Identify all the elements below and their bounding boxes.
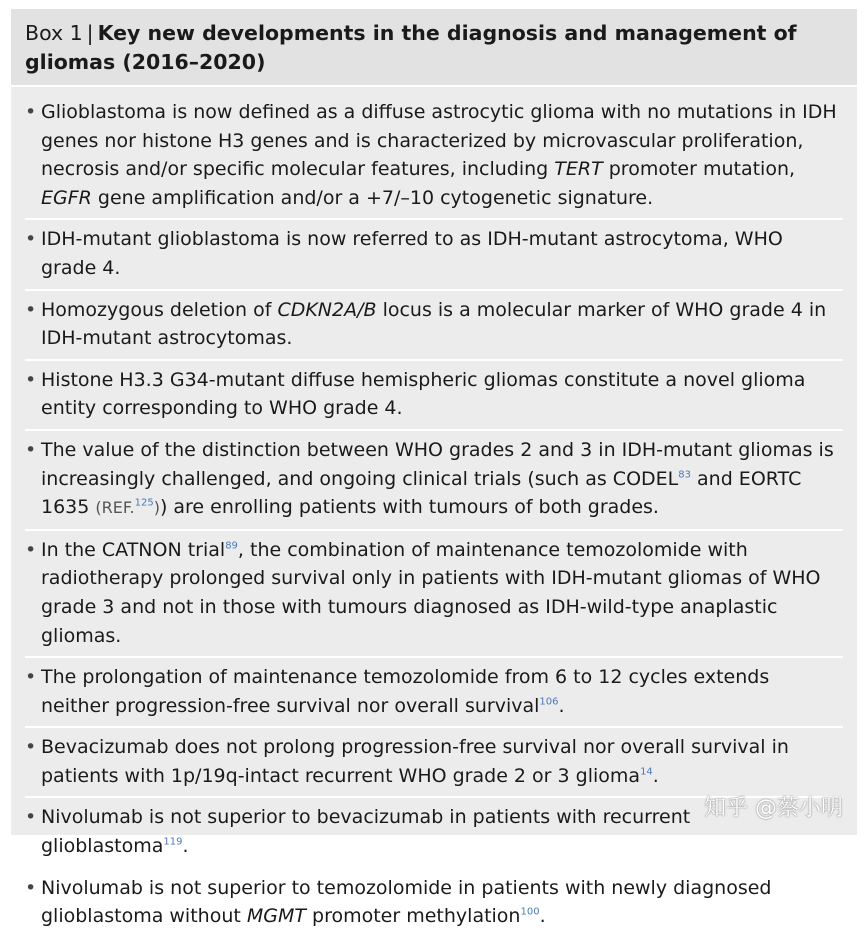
item-text: .: [558, 694, 565, 717]
watermark: 知乎 @蔡小明: [704, 796, 843, 821]
bullet-icon: [25, 663, 33, 692]
list-item: [25, 531, 843, 658]
item-text: Histone H3.3 G34-mutant diffuse hemispheric gliomas constitute a novel glioma entity corresponding to WHO grade 4.: [41, 368, 806, 420]
item-text: promoter mutation,: [602, 158, 796, 181]
ref-label-close: ): [153, 498, 160, 518]
gene-name: MGMT: [246, 905, 306, 928]
bullet-icon: [25, 536, 33, 565]
gene-name: TERT: [554, 158, 603, 181]
bullet-icon: [25, 436, 33, 465]
item-text: Nivolumab is not superior to temozolomide in patients with newly diagnosed glioblastoma without: [41, 876, 772, 928]
bullet-icon: [25, 366, 33, 395]
list-item: [25, 291, 843, 361]
item-text: The value of the distinction between WHO grades 2 and 3 in IDH-mutant gliomas is increasingly challenged, and ongoing clinical trials (such as CODEL: [41, 438, 834, 490]
ref-label: (REF.: [95, 498, 135, 518]
list-item: [25, 869, 843, 937]
list-item: [25, 361, 843, 431]
gene-name: EGFR: [41, 186, 92, 209]
bullet-icon: [25, 98, 33, 127]
reference-link[interactable]: 125: [134, 497, 154, 509]
list-item: [25, 658, 843, 728]
box-panel: [11, 9, 857, 928]
item-text: ) are enrolling patients with tumours of both grades.: [159, 496, 659, 519]
box-title: Key new developments in the diagnosis and management of gliomas (2016–2020): [25, 21, 797, 74]
list-item: [25, 431, 843, 531]
bullet-icon: [25, 874, 33, 903]
item-text: IDH-mutant glioblastoma is now referred to as IDH-mutant astrocytoma, WHO grade 4.: [41, 228, 783, 279]
list-item: [25, 728, 843, 798]
item-text: In the CATNON trial: [41, 538, 226, 561]
item-text: promoter methylation: [305, 905, 521, 928]
box-label: Box 1: [25, 21, 83, 45]
reference-link[interactable]: 89: [225, 540, 238, 552]
item-text: The prolongation of maintenance temozolomide from 6 to 12 cycles extends neither progression-free survival nor overall survival: [41, 666, 770, 717]
box-separator: |: [86, 21, 94, 45]
item-text: Homozygous deletion of: [41, 298, 278, 321]
box-header: [11, 9, 857, 85]
reference-link[interactable]: 83: [678, 469, 691, 481]
item-text: Bevacizumab does not prolong progression-free survival nor overall survival in patients with 1p/19q-intact recurrent WHO grade 2 or 3 glioma: [41, 736, 789, 787]
item-text: .: [539, 905, 546, 928]
gene-name: CDKN2A/B: [277, 298, 377, 321]
reference-link[interactable]: 14: [640, 766, 653, 778]
item-text: locus is a molecular marker of WHO grade 4 in IDH-mutant astrocytomas.: [41, 298, 827, 350]
item-text: gene amplification and/or a +7/–10 cytogenetic signature.: [91, 186, 654, 209]
reference-link[interactable]: 100: [520, 906, 540, 918]
bullet-icon: [25, 225, 33, 254]
list-item: [25, 220, 843, 290]
reference-link[interactable]: 106: [539, 696, 559, 708]
bullet-icon: [25, 296, 33, 325]
item-text: .: [182, 835, 189, 858]
item-text: .: [652, 764, 659, 787]
item-text: , the combination of maintenance temozolomide with radiotherapy prolonged survival only in patients with IDH-mutant gliomas of WHO grade 3 and not in those with tumours diagnosed as IDH-wild-type anaplastic gliomas.: [41, 538, 821, 647]
item-text: Glioblastoma is now defined as a diffuse astrocytic glioma with no mutations in IDH genes nor histone H3 genes and is characterized by microvascular proliferation, necrosis and/or specific molecular features, including: [41, 101, 837, 181]
bullet-icon: [25, 803, 33, 832]
list-item: [25, 93, 843, 220]
item-text: and EORTC 1635: [41, 467, 802, 519]
bullet-icon: [25, 733, 33, 762]
reference-link[interactable]: 119: [163, 836, 183, 848]
item-text: Nivolumab is not superior to bevacizumab in patients with recurrent glioblastoma: [41, 806, 691, 858]
